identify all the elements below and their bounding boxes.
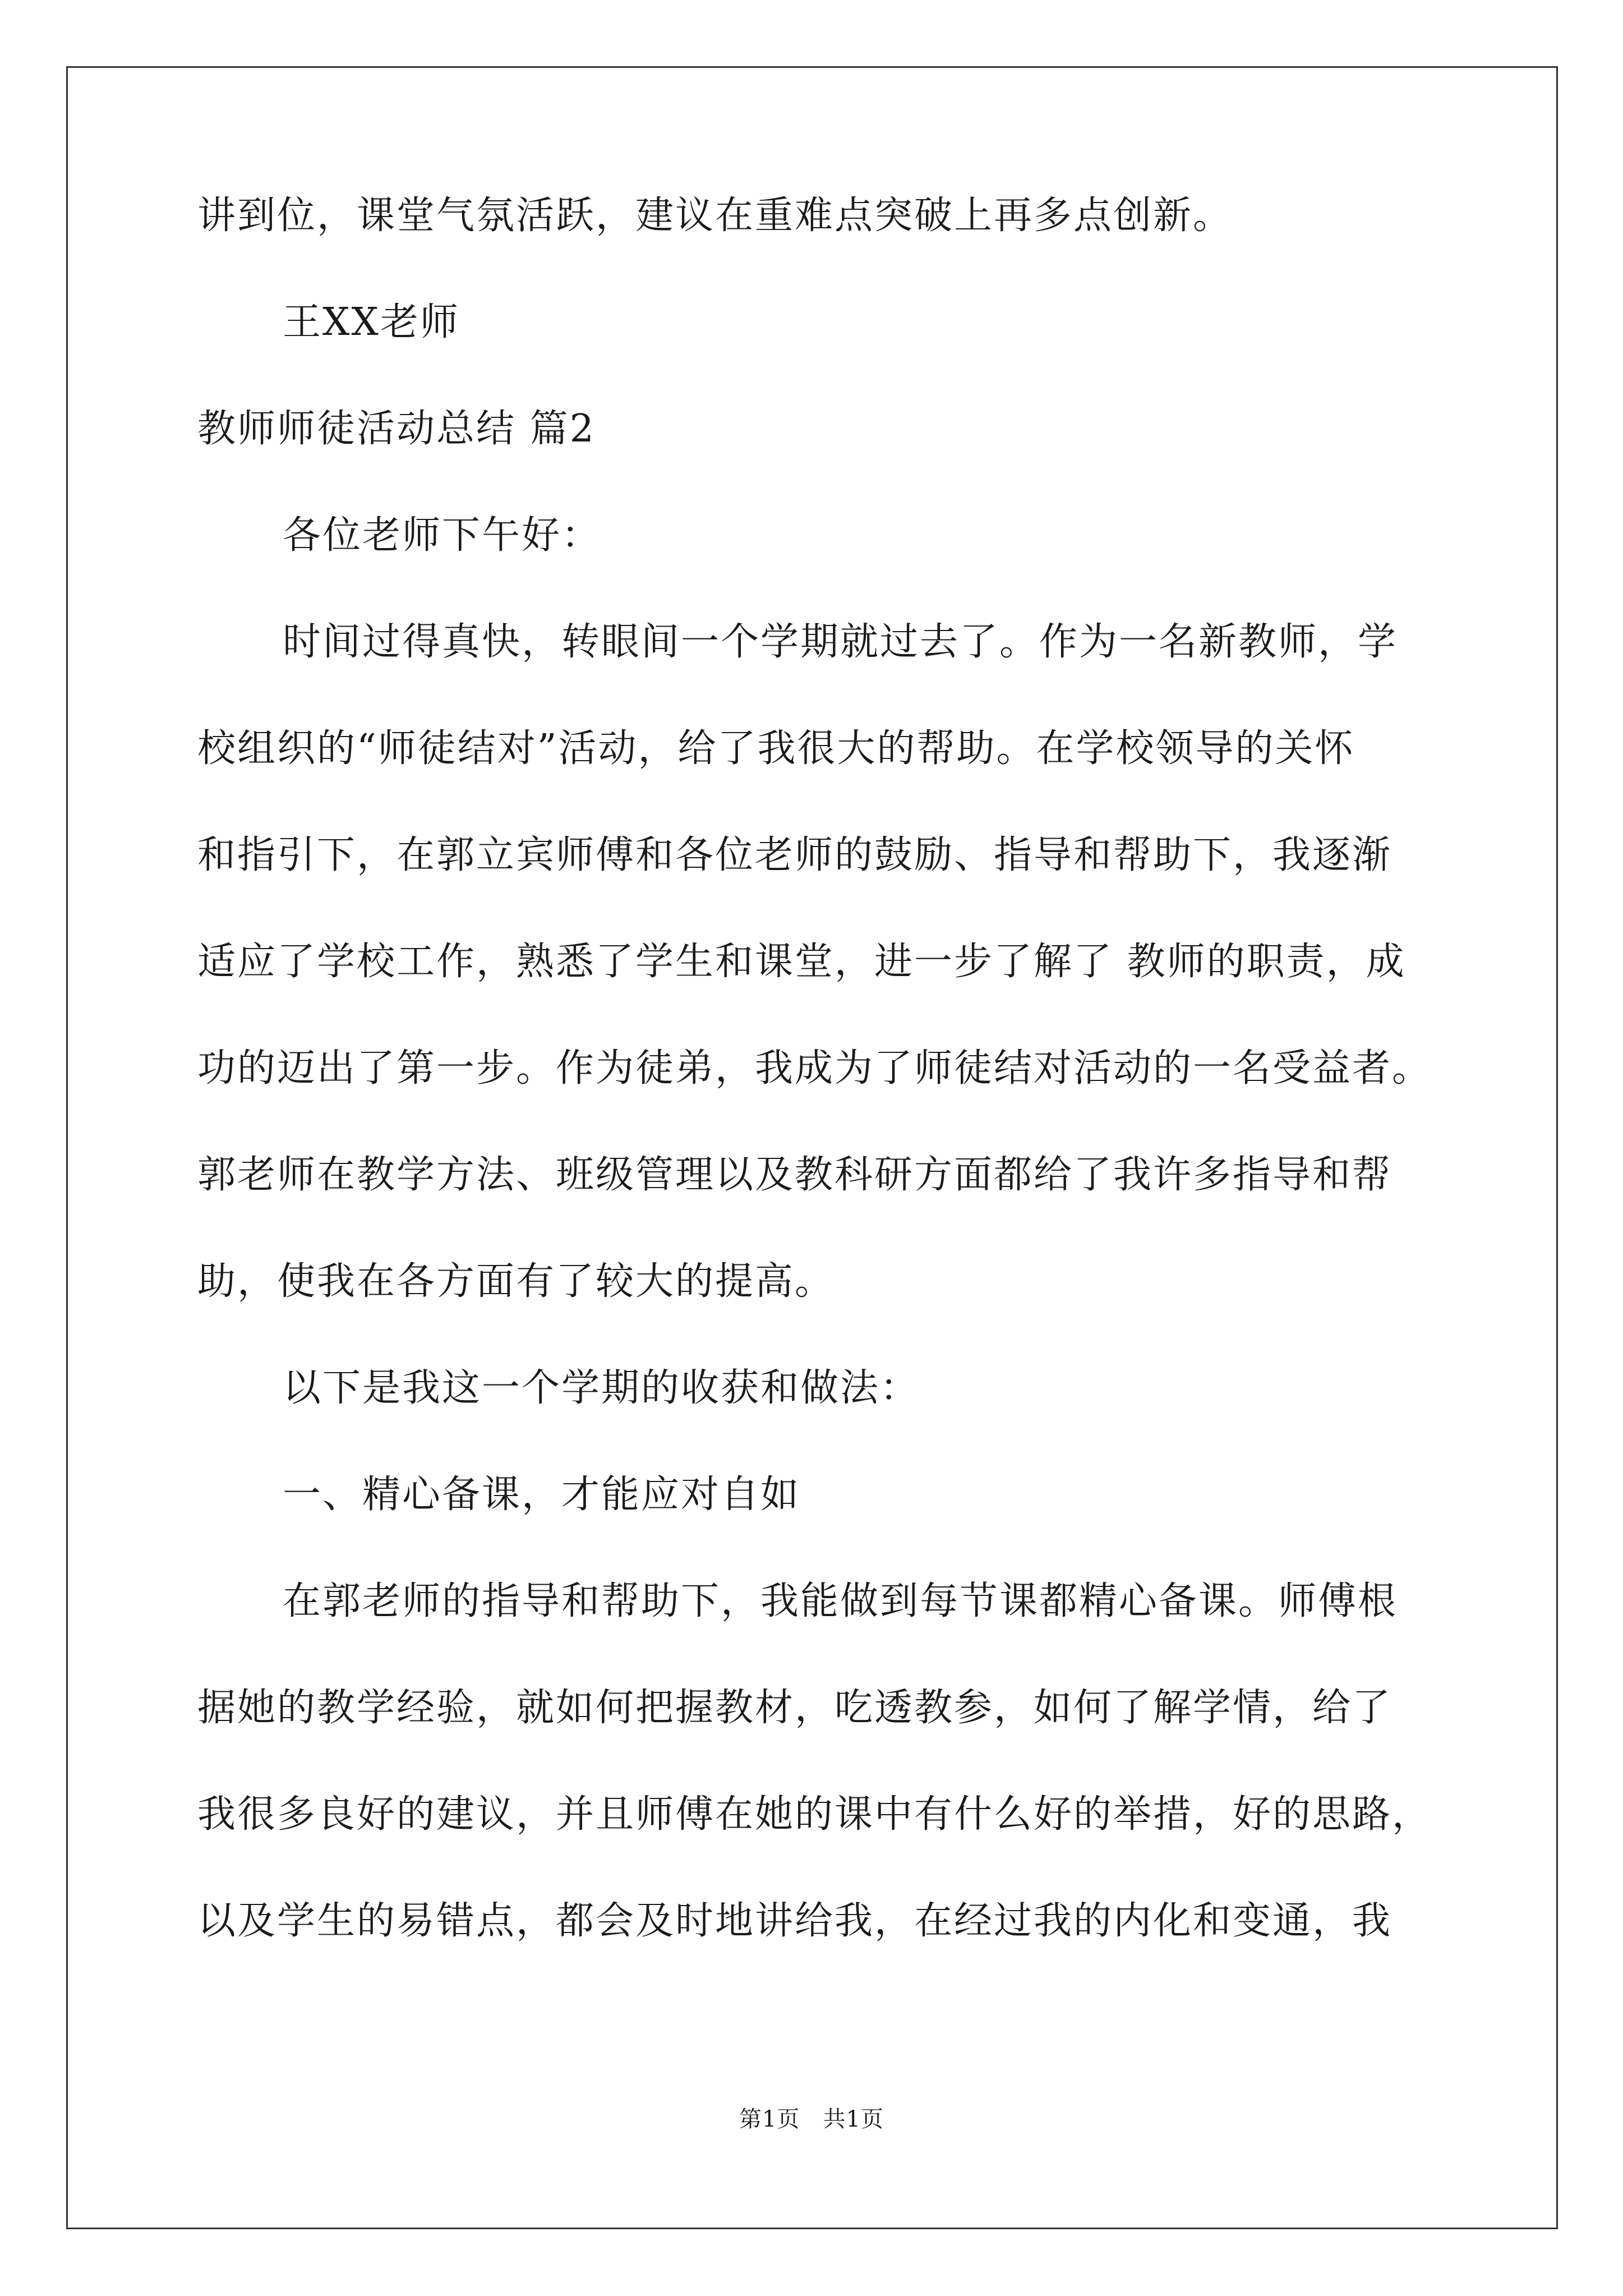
section-heading: 教师师徒活动总结 篇2 — [197, 407, 596, 451]
paragraph-line: 助，使我在各方面有了较大的提高。 — [197, 1259, 835, 1304]
page-footer: 第1页 共1页 — [739, 2106, 884, 2132]
subsection-heading: 一、精心备课，才能应对自如 — [283, 1473, 801, 1517]
paragraph-line: 讲到位，课堂气氛活跃，建议在重难点突破上再多点创新。 — [197, 194, 1233, 238]
paragraph-line: 据她的教学经验，就如何把握教材，吃透教参，如何了解学情，给了 — [197, 1686, 1393, 1730]
paragraph-line: 功的迈出了第一步。作为徒弟，我成为了师徒结对活动的一名受益者。 — [197, 1046, 1432, 1091]
paragraph-line: 时间过得真快，转眼间一个学期就过去了。作为一名新教师，学 — [283, 620, 1398, 664]
greeting-line: 各位老师下午好： — [283, 513, 602, 558]
paragraph-line: 在郭老师的指导和帮助下，我能做到每节课都精心备课。师傅根 — [283, 1579, 1398, 1623]
paragraph-line: 我很多良好的建议，并且师傅在她的课中有什么好的举措，好的思路， — [197, 1792, 1432, 1837]
paragraph-line: 郭老师在教学方法、班级管理以及教科研方面都给了我许多指导和帮 — [197, 1153, 1393, 1197]
paragraph-line: 和指引下，在郭立宾师傅和各位老师的鼓励、指导和帮助下，我逐渐 — [197, 833, 1393, 877]
paragraph-line: 适应了学校工作，熟悉了学生和课堂，进一步了解了 教师的职责，成 — [197, 940, 1406, 984]
paragraph-line: 以及学生的易错点，都会及时地讲给我，在经过我的内化和变通，我 — [197, 1899, 1393, 1943]
paragraph-line: 校组织的“师徒结对”活动，给了我很大的帮助。在学校领导的关怀 — [197, 726, 1355, 771]
signature-line: 王XX老师 — [283, 300, 460, 344]
paragraph-line: 以下是我这一个学期的收获和做法： — [283, 1366, 920, 1410]
